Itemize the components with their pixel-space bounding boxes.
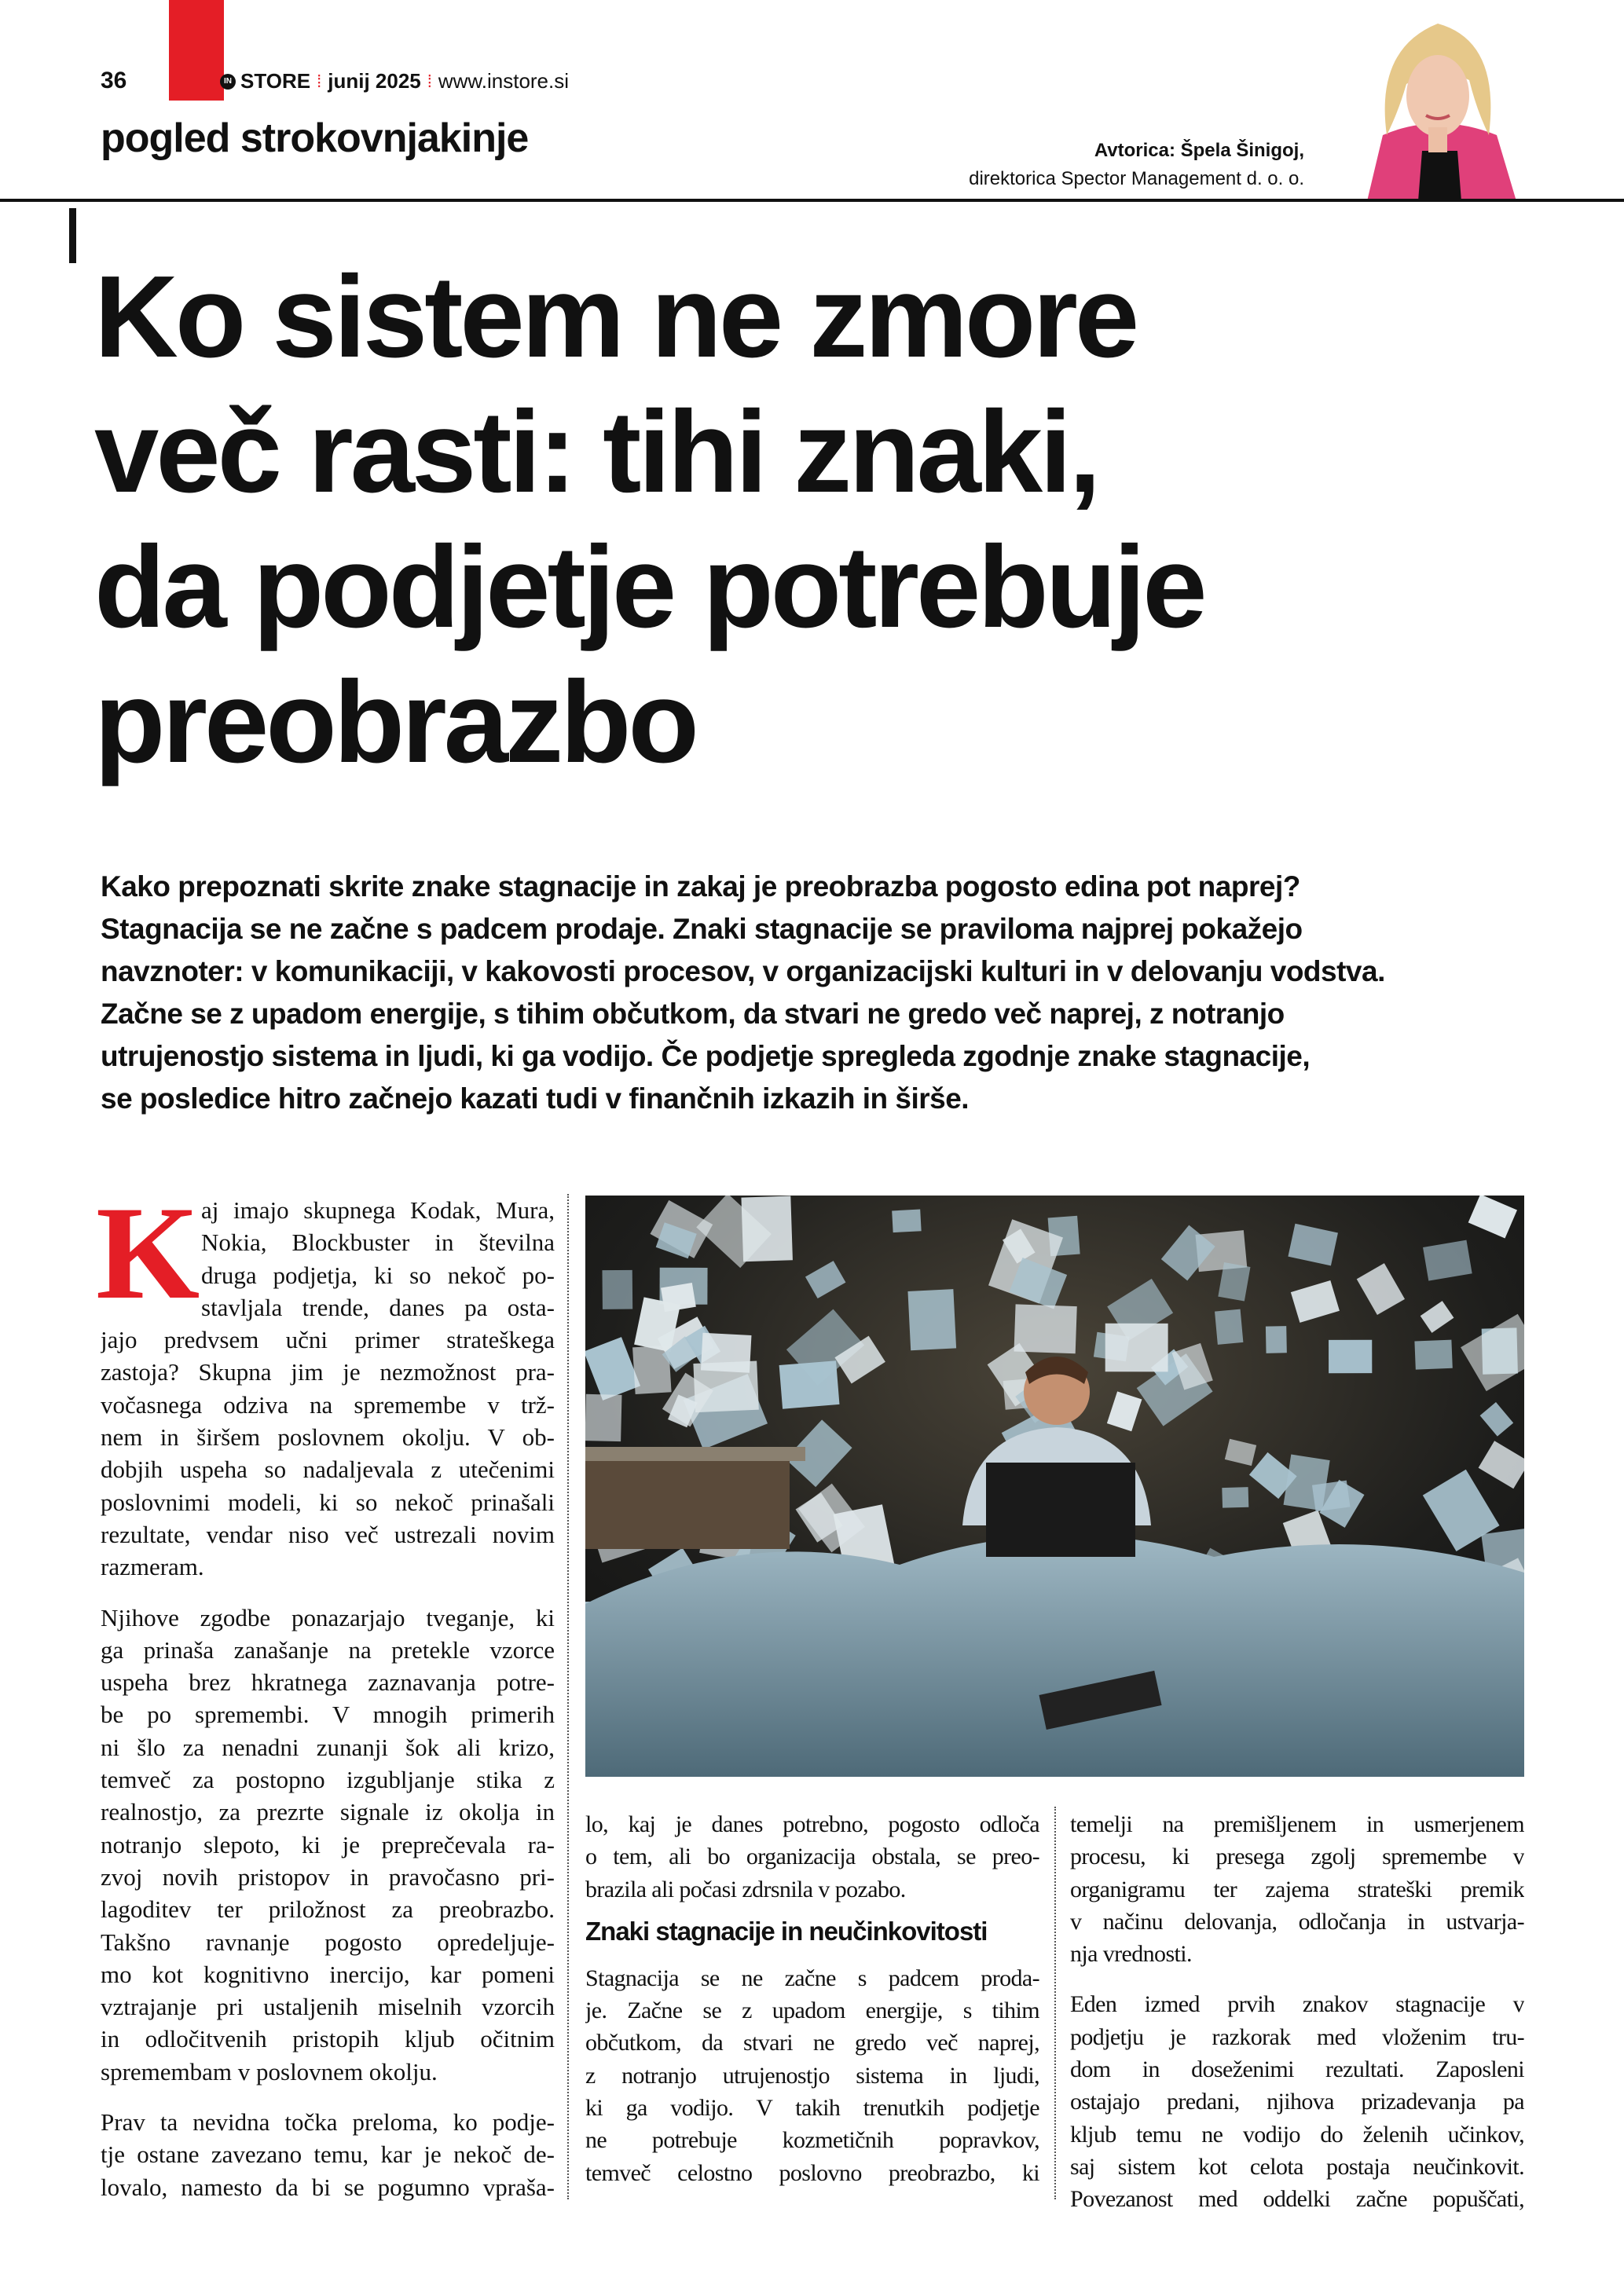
text-line: temelji na premišljenem in usmerjenem [1070, 1811, 1524, 1837]
website: www.instore.si [438, 69, 570, 93]
article-image [585, 1196, 1524, 1777]
text-line: vočasnega odziva na spremembe v trž- [101, 1390, 555, 1419]
flying-paper [701, 1333, 752, 1373]
lead-line: Stagnacija se ne začne s padcem prodaje. Znaki stagnacije se praviloma najprej pokažejo [101, 913, 1303, 945]
title-line: več rasti: tihi znaki, [94, 387, 1098, 517]
author-name: Avtorica: Špela Šinigoj, [1094, 140, 1304, 161]
lead-line: navznoter: v komunikaciji, v kakovosti procesov, v organizacijski kulturi in v delovanju vodstva. [101, 955, 1385, 987]
title-line: Ko sistem ne zmore [94, 252, 1137, 382]
text-line: podjetju je razkorak med vloženim tru- [1070, 2023, 1524, 2050]
text-line: nem in širšem poslovnem okolju. V ob- [101, 1423, 555, 1452]
column-middle-bottom [585, 1962, 1039, 2189]
separator: ⁞ [427, 71, 432, 91]
text-line: zastoja? Skupna jim je nezmožnost pra- [101, 1358, 555, 1386]
text-line: Povezanost med oddelki začne popuščati, [1070, 2186, 1524, 2213]
logo-badge: IN [220, 74, 236, 90]
column-middle-top [585, 1808, 1039, 1906]
text-line: ne potrebuje kozmetičnih popravkov, [585, 2127, 1039, 2154]
column-right [1070, 1808, 1524, 2216]
author-role: direktorica Spector Management d. o. o. [969, 168, 1304, 189]
text-line: druga podjetja, ki so nekoč po- [201, 1261, 555, 1289]
text-line: be po spremembi. V mnogih primerih [101, 1701, 555, 1729]
text-line: aj imajo skupnega Kodak, Mura, [201, 1196, 555, 1224]
paragraph-gap [101, 1584, 555, 1602]
text-line: poslovnimi modeli, ki so nekoč prinašali [101, 1488, 555, 1516]
text-line: Nokia, Blockbuster in številna [201, 1229, 555, 1257]
flying-paper [602, 1270, 632, 1309]
flying-paper [1266, 1326, 1287, 1353]
text-line: brazila ali počasi zdrsnila v pozabo. [585, 1876, 906, 1902]
text-line: razmeram. [101, 1553, 204, 1581]
title-marker [69, 208, 76, 263]
logo-text: STORE [240, 69, 311, 93]
text-line: stavljala trende, danes pa osta- [201, 1293, 555, 1321]
column-left [101, 1194, 555, 2203]
flying-paper [1414, 1340, 1452, 1370]
flying-paper [892, 1210, 921, 1233]
masthead [220, 69, 569, 93]
text-line: lovalo, namesto da bi se pogumno vpraša- [101, 2173, 555, 2201]
text-line: je. Začne se z upadom energije, s tihim [585, 1998, 1039, 2024]
text-line: z notranjo utrujenostjo sistema in ljudi, [585, 2062, 1039, 2089]
text-line: notranjo slepoto, ki je preprečevala ra- [101, 1830, 555, 1858]
text-line: ga prinaša zanašanje na pretekle vzorce [101, 1635, 555, 1664]
text-line: o tem, ali bo organizacija obstala, se preo- [585, 1844, 1039, 1870]
text-line: vztrajanje pri ustaljenih miselnih vzorcih [101, 1993, 555, 2021]
red-accent-bar [169, 0, 224, 101]
text-line: Stagnacija se ne začne s padcem proda- [585, 1965, 1039, 1991]
text-line: ostajajo predani, njihova prizadevanja pa [1070, 2089, 1524, 2115]
text-line: kljub temu ne vodijo do želenih učinkov, [1070, 2121, 1524, 2148]
title-line: preobrazbo [94, 657, 696, 787]
author-photo [1351, 17, 1524, 201]
flying-paper [1312, 1481, 1351, 1512]
subheading: Znaki stagnacije in neučinkovitosti [585, 1916, 988, 1946]
column-middle [585, 1808, 1039, 2189]
text-line: jajo predvsem učni primer strateškega [101, 1326, 555, 1354]
text-line: Prav ta nevidna točka preloma, ko podje- [101, 2108, 555, 2137]
text-line: občutkom, da stvari ne gredo več naprej, [585, 2030, 1039, 2056]
flying-paper [1014, 1304, 1077, 1353]
text-line: spremembam v poslovnem okolju. [101, 2057, 438, 2085]
flying-paper [1222, 1487, 1248, 1508]
text-line: uspeha brez hkratnega zaznavanja potre- [101, 1668, 555, 1697]
text-line: zvoj novih pristopov in pravočasno pri- [101, 1862, 555, 1891]
text-line: temveč za postopno izgubljanje stika z [101, 1766, 555, 1794]
flying-paper [1215, 1309, 1243, 1345]
flying-paper [907, 1289, 956, 1350]
text-line: rezultate, vendar niso več ustrezali novim [101, 1520, 555, 1548]
text-line: organigramu ter zajema strateški premik [1070, 1876, 1524, 1902]
article-title [94, 250, 1204, 790]
text-line: Eden izmed prvih znakov stagnacije v [1070, 1991, 1524, 2018]
paragraph-gap [101, 2088, 555, 2106]
text-line: saj sistem kot celota postaja neučinkovit. [1070, 2153, 1524, 2180]
drop-cap: K [96, 1179, 200, 1327]
lead-line: Kako prepoznati skrite znake stagnacije in zakaj je preobrazba pogosto edina pot naprej? [101, 870, 1300, 903]
text-line: Njihove zgodbe ponazarjajo tveganje, ki [101, 1603, 555, 1631]
text-line: Takšno ravnanje pogosto opredeljuje- [101, 1928, 555, 1956]
text-line: lagoditev ter priložnost za preobrazbo. [101, 1895, 555, 1924]
separator: ⁞ [317, 71, 322, 91]
header-rule [0, 199, 1624, 202]
paragraph-gap [1070, 1970, 1524, 1988]
lead-line: se posledice hitro začnejo kazati tudi v finančnih izkazih in širše. [101, 1082, 970, 1115]
text-line: in odločitvenih pristopih kljub očitnim [101, 2025, 555, 2053]
title-line: da podjetje potrebuje [94, 522, 1204, 652]
flying-paper [585, 1394, 621, 1441]
flying-paper [1105, 1324, 1168, 1372]
text-line: v načinu delovanja, odločanja in ustvarja- [1070, 1908, 1524, 1935]
text-line: ki ga vodijo. V takih trenutkih podjetje [585, 2095, 1039, 2122]
issue-date: junij 2025 [328, 69, 421, 93]
text-line: nja vrednosti. [1070, 1941, 1192, 1968]
column-divider [1054, 1807, 1056, 2199]
column-divider [567, 1194, 569, 2199]
text-line: procesu, ki presega zgolj spremembe v [1070, 1844, 1524, 1870]
text-line: realnostjo, za prezrte signale iz okolja in [101, 1798, 555, 1826]
lead-line: Začne se z upadom energije, s tihim občutkom, da stvari ne gredo več naprej, z notranjo [101, 998, 1285, 1030]
text-line: tje ostane zavezano temu, kar je nekoč de- [101, 2140, 555, 2169]
author-block [969, 137, 1304, 193]
article-lead [101, 866, 1385, 1120]
flying-paper [1329, 1340, 1372, 1374]
page-number: 36 [101, 68, 127, 93]
text-line: dom in doseženimi rezultati. Zaposleni [1070, 2056, 1524, 2083]
section-title: pogled strokovnjakinje [101, 115, 529, 161]
text-line: mo kot kognitivno inercijo, kar pomeni [101, 1960, 555, 1988]
text-line: temveč celostno poslovno preobrazbo, ki [585, 2159, 1039, 2186]
text-line: lo, kaj je danes potrebno, pogosto odloča [585, 1811, 1039, 1837]
instore-logo [220, 69, 310, 93]
text-line: dobjih uspeha so nadaljevala z utečenimi [101, 1456, 555, 1484]
text-line: ni šlo za nenadni zunanji šok ali krizo, [101, 1733, 555, 1761]
lead-line: utrujenostjo sistema in ljudi, ki ga vodijo. Če podjetje spregleda zgodnje znake stagnacije, [101, 1040, 1311, 1072]
